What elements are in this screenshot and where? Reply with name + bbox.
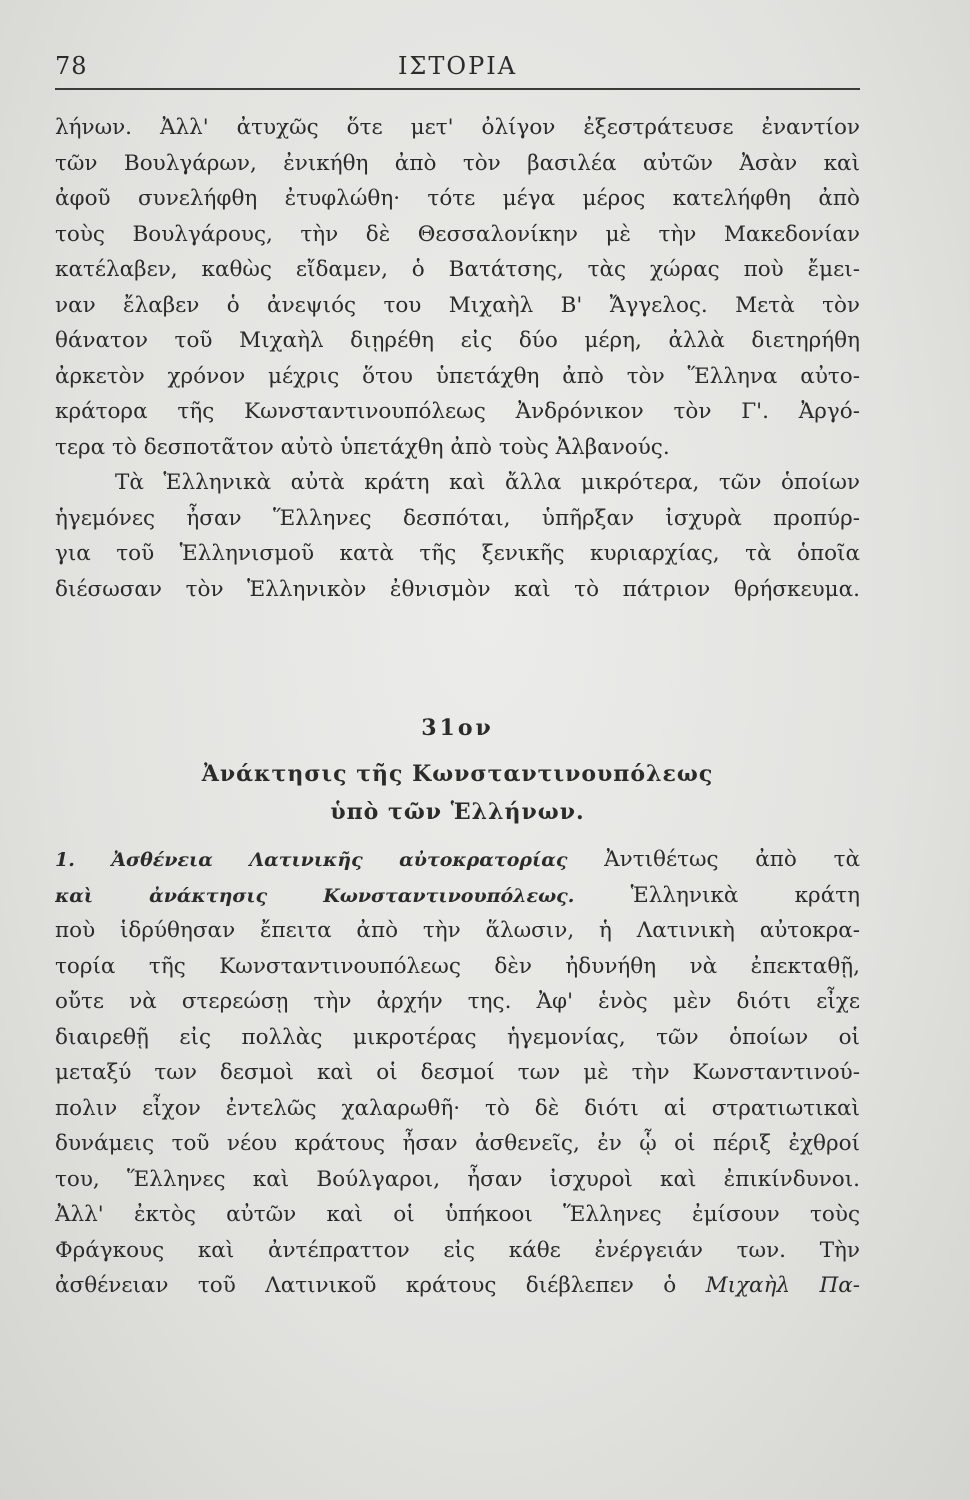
text-line: Τὰ Ἑλληνικὰ αὐτὰ κράτη καὶ ἄλλα μικρότερα, τῶν ὁποίων: [115, 470, 860, 495]
text-line: ποὺ ἱδρύθησαν ἔπειτα ἀπὸ τὴν ἅλωσιν, ἡ Λατινικὴ αὐτοκρα-: [55, 918, 860, 943]
text-line: για τοῦ Ἑλληνισμοῦ κατὰ τῆς ξενικῆς κυριαρχίας, τὰ ὁποῖα: [55, 541, 860, 566]
section-heading: 1. Ἀσθένεια Λατινικῆς αὐτοκρατορίας: [55, 849, 568, 871]
text-run: ἀσθένειαν τοῦ Λατινικοῦ κράτους διέβλεπεν ὁ: [55, 1273, 677, 1298]
text-line: πολιν εἶχον ἐντελῶς χαλαρωθῆ· τὸ δὲ διότι αἱ στρατιωτικαὶ: [55, 1095, 860, 1121]
chapter-title-line-1: Ἀνάκτησις τῆς Κωνσταντινουπόλεως: [201, 761, 714, 787]
text-line: ἡγεμόνες ἦσαν Ἕλληνες δεσπόται, ὑπῆρξαν ἰσχυρὰ προπύρ-: [55, 505, 860, 531]
section-head-line: [55, 878, 860, 914]
section-text-run: Ἀντιθέτως ἀπὸ τὰ: [604, 847, 860, 872]
text-line: ναν ἔλαβεν ὁ ἀνεψιός του Μιχαὴλ Β' Ἄγγελος. Μετὰ τὸν: [55, 292, 860, 318]
text-line: Ἀλλ' ἐκτὸς αὐτῶν καὶ οἱ ὑπήκοοι Ἕλληνες ἐμίσουν τοὺς: [55, 1202, 860, 1227]
text-line: κατέλαβεν, καθὼς εἴδαμεν, ὁ Βατάτσης, τὰς χώρας ποὺ ἔμει-: [55, 257, 860, 282]
text-line: του, Ἕλληνες καὶ Βούλγαροι, ἦσαν ἰσχυροὶ καὶ ἐπικίνδυνοι.: [55, 1166, 860, 1192]
text-line: ἀρκετὸν χρόνον μέχρις ὅτου ὑπετάχθη ἀπὸ τὸν Ἕλληνα αὐτο-: [55, 363, 860, 389]
page-number: 78: [55, 52, 88, 80]
section-text-run: Ἑλληνικὰ κράτη: [630, 882, 860, 908]
section-text: [55, 842, 860, 1304]
text-line: τῶν Βουλγάρων, ἐνικήθη ἀπὸ τὸν βασιλέα αὐτῶν Ἀσὰν καὶ: [55, 150, 860, 176]
text-line: τοὺς Βουλγάρους, τὴν δὲ Θεσσαλονίκην μὲ τὴν Μακεδονίαν: [55, 221, 860, 247]
page-header: [55, 52, 860, 88]
text-line: λήνων. Ἀλλ' ἀτυχῶς ὅτε μετ' ὀλίγον ἐξεστράτευσε ἐναντίον: [55, 115, 860, 140]
text-line: μεταξύ των δεσμοὶ καὶ οἱ δεσμοί των μὲ τὴν Κωνσταντινού-: [55, 1060, 860, 1085]
text-line: ἀφοῦ συνελήφθη ἐτυφλώθη· τότε μέγα μέρος κατελήφθη ἀπὸ: [55, 186, 860, 211]
text-line: διέσωσαν τὸν Ἑλληνικὸν ἐθνισμὸν καὶ τὸ πάτριον θρήσκευμα.: [55, 576, 860, 602]
paragraph-2: [55, 465, 860, 607]
running-title: ΙΣΤΟΡΙΑ: [397, 52, 518, 80]
text-line: [55, 1268, 860, 1304]
text-line: οὔτε νὰ στερεώσῃ τὴν ἀρχήν της. Ἀφ' ἑνὸς μὲν διότι εἶχε: [55, 989, 860, 1014]
text-line: κράτορα τῆς Κωνσταντινουπόλεως Ἀνδρόνικον τὸν Γ'. Ἀργό-: [55, 399, 860, 424]
text-line: Φράγκους καὶ ἀντέπραττον εἰς κάθε ἐνέργειάν των. Τὴν: [55, 1237, 860, 1263]
header-rule: [55, 88, 860, 90]
paragraph-1: [55, 110, 860, 465]
section-head-line: [55, 842, 860, 878]
text-line: διαιρεθῇ εἰς πολλὰς μικροτέρας ἡγεμονίας, τῶν ὁποίων οἱ: [55, 1024, 860, 1050]
body-text: [55, 110, 860, 607]
chapter-heading: [55, 715, 860, 831]
text-line: δυνάμεις τοῦ νέου κράτους ἦσαν ἀσθενεῖς, ἐν ᾧ οἱ πέριξ ἐχθροί: [55, 1131, 860, 1156]
section-heading: καὶ ἀνάκτησις Κωνσταντινουπόλεως.: [55, 884, 575, 907]
text-line: θάνατον τοῦ Μιχαὴλ διῃρέθη εἰς δύο μέρη, ἀλλὰ διετηρήθη: [55, 328, 860, 353]
text-line: τερα τὸ δεσποτᾶτον αὐτὸ ὑπετάχθη ἀπὸ τοὺς Ἀλβανούς.: [55, 434, 670, 460]
chapter-title-line-2: ὑπὸ τῶν Ἑλλήνων.: [330, 799, 585, 825]
text-line: τορία τῆς Κωνσταντινουπόλεως δὲν ἠδυνήθη νὰ ἐπεκταθῇ,: [55, 953, 860, 979]
name-italic: Μιχαὴλ Πα-: [705, 1273, 860, 1298]
chapter-number: 31ον: [421, 715, 494, 741]
